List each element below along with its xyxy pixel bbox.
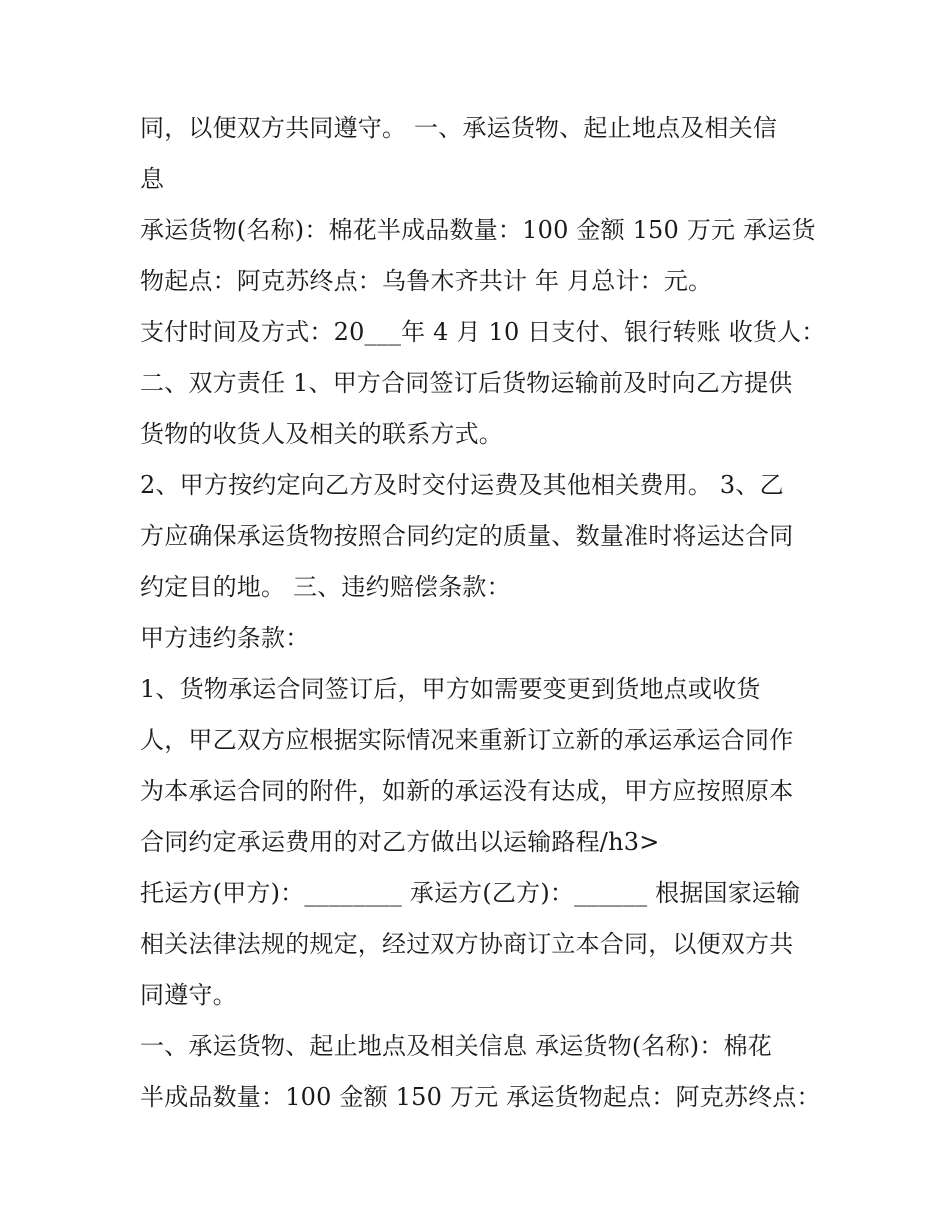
text-line-2: 息 — [140, 165, 165, 193]
text-line-16: 托运方(甲方)：________ 承运方(乙方)：______ 根据国家运输 — [140, 879, 801, 907]
text-line-7: 货物的收货人及相关的联系方式。 — [140, 420, 503, 448]
text-line-9: 方应确保承运货物按照合同约定的质量、数量准时将运达合同 — [140, 522, 794, 550]
text-line-4: 物起点：阿克苏终点：乌鲁木齐共计 年 月总计：元。 — [140, 267, 713, 295]
text-line-5: 支付时间及方式：20___年 4 月 10 日支付、银行转账 收货人： — [140, 318, 826, 346]
text-line-12: 1、货物承运合同签订后，甲方如需要变更到货地点或收货 — [140, 675, 761, 703]
text-line-19: 一、承运货物、起止地点及相关信息 承运货物(名称)：棉花 — [140, 1032, 772, 1060]
text-line-13: 人，甲乙双方应根据实际情况来重新订立新的承运承运合同作 — [140, 726, 794, 754]
text-line-1: 同，以便双方共同遵守。 一、承运货物、起止地点及相关信 — [140, 114, 778, 142]
text-line-20: 半成品数量：100 金额 150 万元 承运货物起点：阿克苏终点： — [140, 1083, 821, 1111]
text-line-10: 约定目的地。 三、违约赔偿条款： — [140, 573, 511, 601]
text-line-11: 甲方违约条款： — [140, 624, 310, 652]
text-line-15: 合同约定承运费用的对乙方做出以运输路程/h3> — [140, 828, 660, 856]
text-line-18: 同遵守。 — [140, 981, 237, 1009]
text-line-8: 2、甲方按约定向乙方及时交付运费及其他相关费用。 3、乙 — [140, 471, 784, 499]
text-line-17: 相关法律法规的规定，经过双方协商订立本合同，以便双方共 — [140, 930, 794, 958]
text-line-3: 承运货物(名称)：棉花半成品数量：100 金额 150 万元 承运货 — [140, 216, 816, 244]
text-line-6: 二、双方责任 1、甲方合同签订后货物运输前及时向乙方提供 — [140, 369, 793, 397]
document-body — [140, 103, 830, 1123]
text-line-14: 为本承运合同的附件，如新的承运没有达成，甲方应按照原本 — [140, 777, 794, 805]
